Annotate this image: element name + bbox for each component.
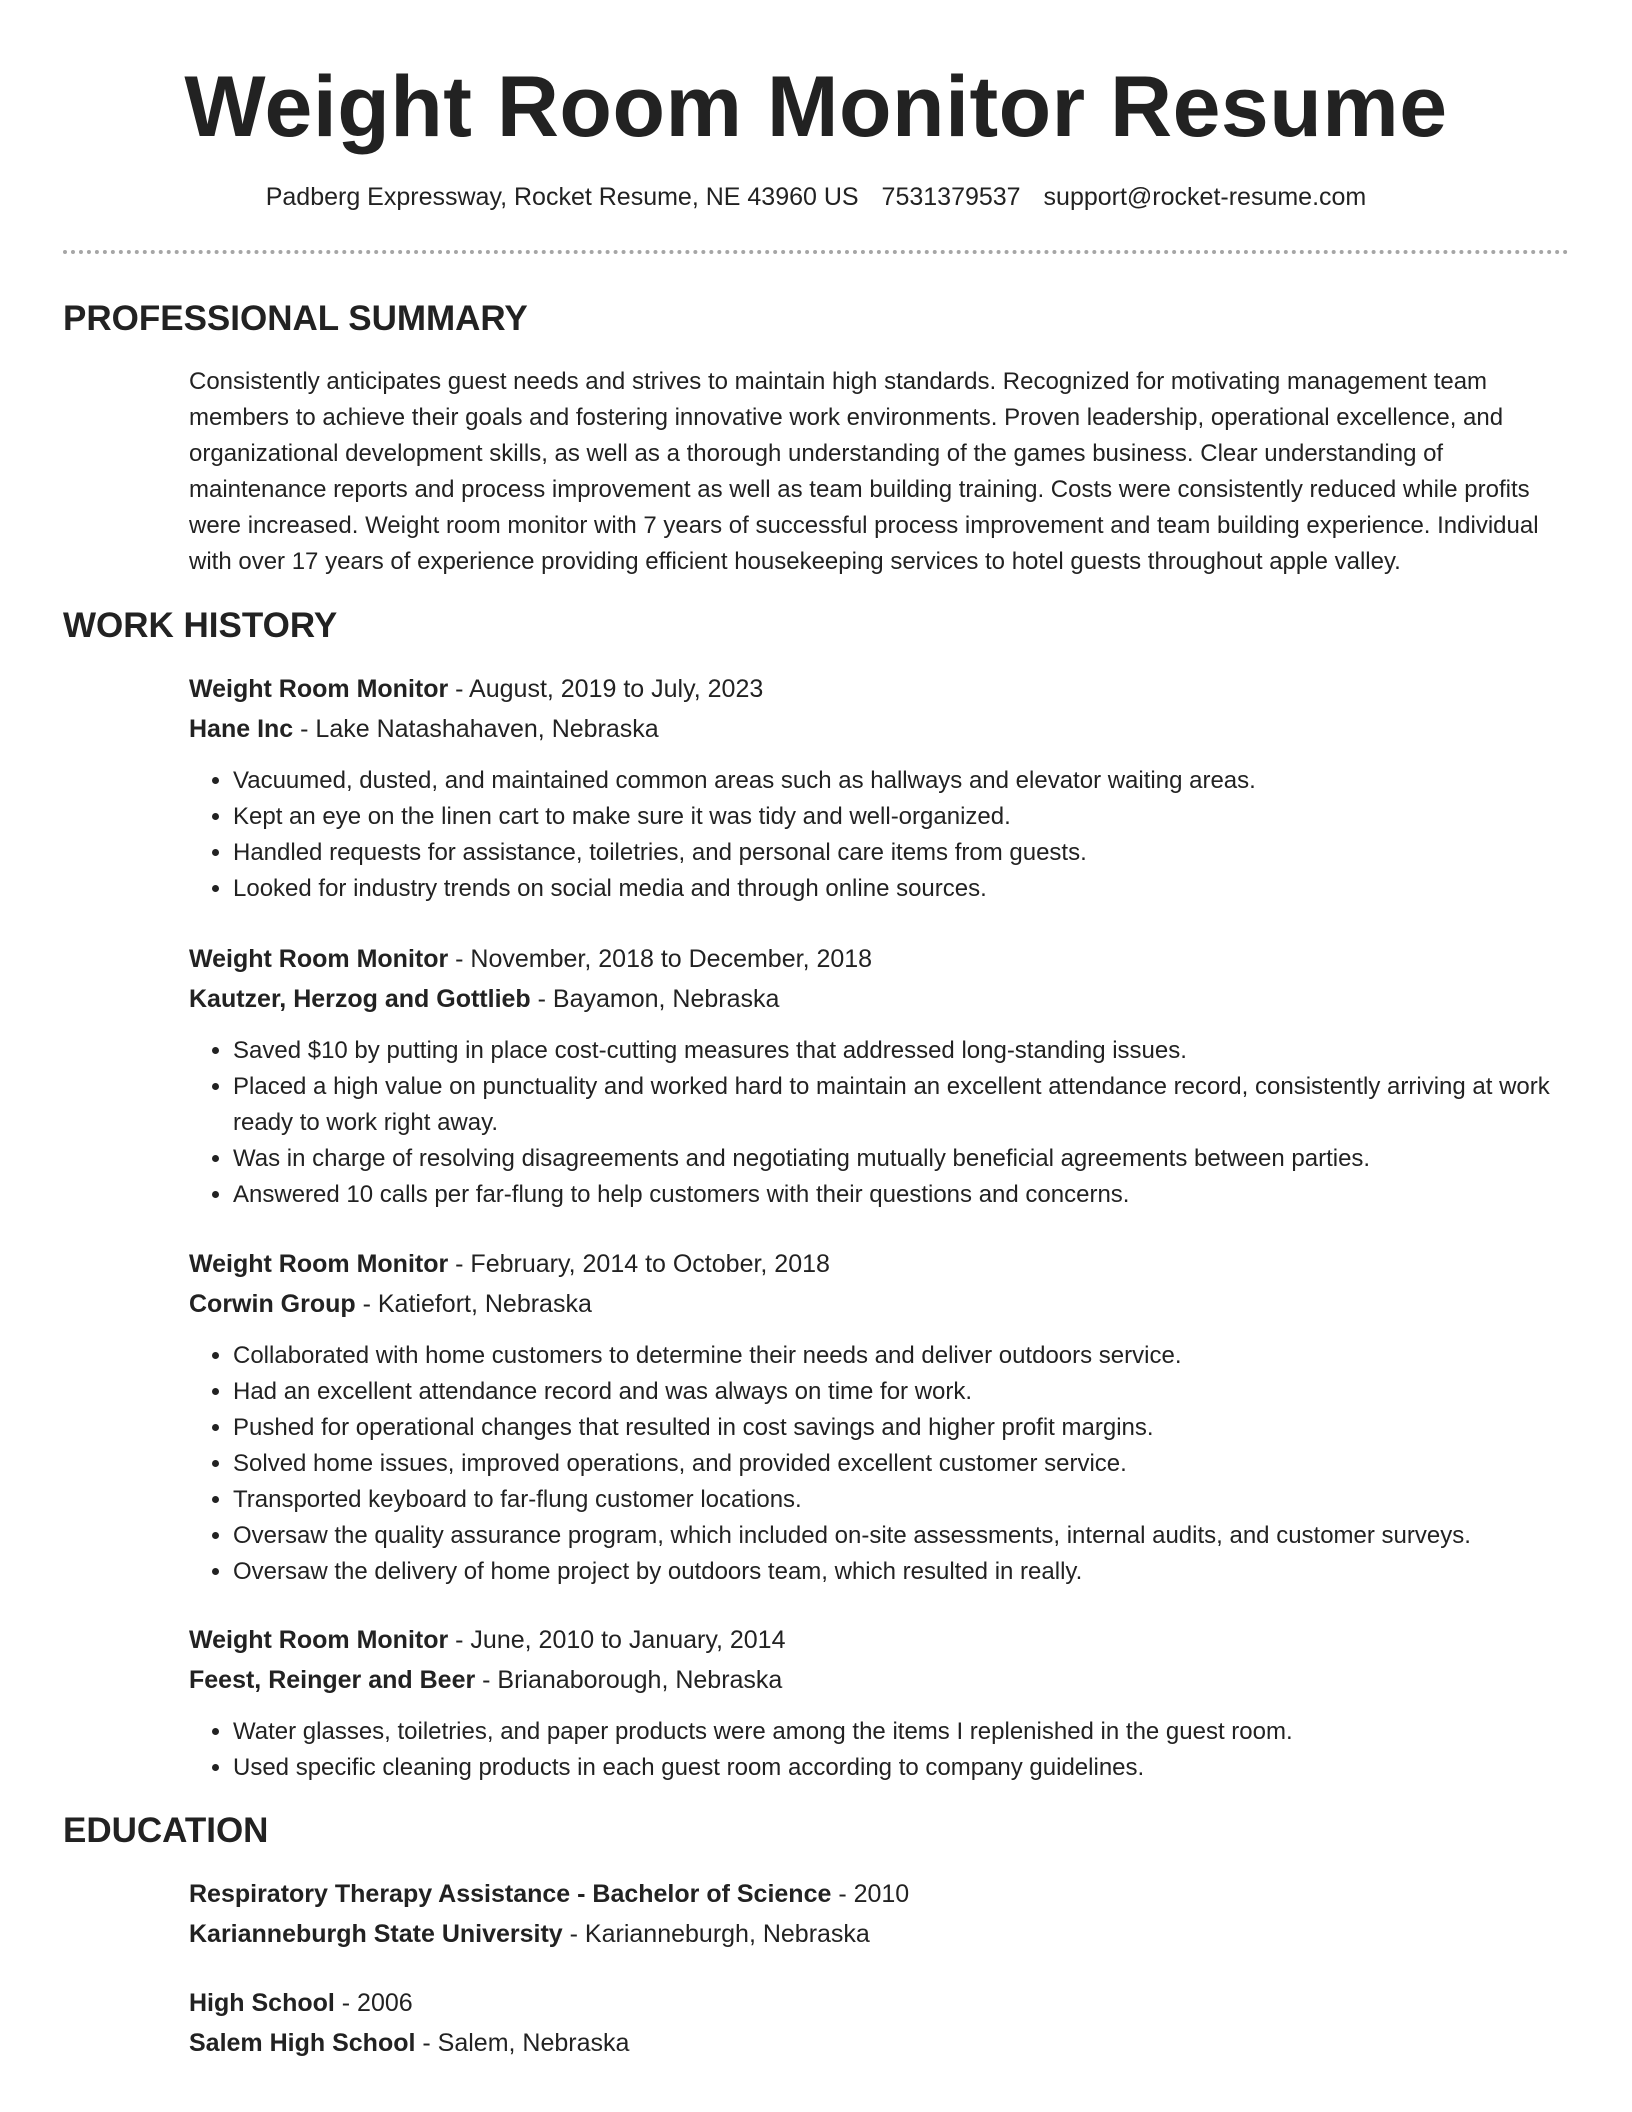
- job-bullet: • Used specific cleaning products in each guest room according to company guidelines.: [233, 1750, 1579, 1786]
- job-bullet: • Looked for industry trends on social media and through online sources.: [233, 871, 1579, 907]
- education-school: Karianneburgh State University: [189, 1920, 563, 1948]
- job-company: Corwin Group: [189, 1290, 356, 1318]
- job-bullet: • Solved home issues, improved operations, and provided excellent customer service.: [233, 1446, 1579, 1482]
- job-title-line: [189, 939, 1579, 979]
- job-dates: - February, 2014 to October, 2018: [448, 1250, 830, 1278]
- job-company: Feest, Reinger and Beer: [189, 1666, 476, 1694]
- job-dates: - August, 2019 to July, 2023: [448, 675, 764, 703]
- work-history-heading: WORK HISTORY: [63, 606, 338, 645]
- job-bullet: • Was in charge of resolving disagreements and negotiating mutually beneficial agreements between parties.: [233, 1141, 1579, 1177]
- job-bullet-list: [189, 1033, 1579, 1213]
- job-company: Hane Inc: [189, 715, 294, 743]
- job-entry: [189, 1244, 1579, 1590]
- job-bullet: • Kept an eye on the linen cart to make sure it was tidy and well-organized.: [233, 799, 1579, 835]
- job-bullet-list: [189, 763, 1579, 907]
- job-bullet: • Water glasses, toiletries, and paper products were among the items I replenished in the guest room.: [233, 1714, 1579, 1750]
- contact-address: Padberg Expressway, Rocket Resume, NE 43960 US: [265, 183, 859, 211]
- education-location: - Salem, Nebraska: [415, 2029, 630, 2057]
- job-title: Weight Room Monitor: [189, 675, 449, 703]
- job-title: Weight Room Monitor: [189, 1626, 449, 1654]
- job-bullet: • Handled requests for assistance, toiletries, and personal care items from guests.: [233, 835, 1579, 871]
- education-degree: High School: [189, 1989, 335, 2017]
- job-entry: [189, 1620, 1579, 1786]
- header-divider: [63, 250, 1569, 254]
- job-location: - Bayamon, Nebraska: [530, 985, 780, 1013]
- job-title: Weight Room Monitor: [189, 945, 449, 973]
- contact-phone: 7531379537: [881, 183, 1021, 211]
- job-location: - Lake Natashahaven, Nebraska: [293, 715, 659, 743]
- job-location: - Katiefort, Nebraska: [355, 1290, 592, 1318]
- job-bullet-list: [189, 1338, 1579, 1590]
- job-company-line: [189, 1660, 1579, 1700]
- summary-text: Consistently anticipates guest needs and strives to maintain high standards. Recognized for motivating management team members to achieve their goals and fostering innovative work environments. Proven leadership, operational excellence, and organizational development skills, as well as a thorough understanding of the games business. Clear understanding of maintenance reports and process improvement as well as team building training. Costs were consistently reduced while profits were increased. Weight room monitor with 7 years of successful process improvement and team building experience. Individual with over 17 years of experience providing efficient housekeeping services to hotel guests throughout apple valley.: [189, 368, 1539, 575]
- job-bullet: • Pushed for operational changes that resulted in cost savings and higher profit margins.: [233, 1410, 1579, 1446]
- education-degree: Respiratory Therapy Assistance - Bachelor of Science: [189, 1880, 832, 1908]
- education-entry: [189, 1983, 1579, 2063]
- job-entry: [189, 939, 1579, 1213]
- education-degree-line: [189, 1983, 1579, 2023]
- job-dates: - November, 2018 to December, 2018: [448, 945, 873, 973]
- job-company-line: [189, 709, 1579, 749]
- job-location: - Brianaborough, Nebraska: [475, 1666, 783, 1694]
- summary-heading: PROFESSIONAL SUMMARY: [63, 299, 528, 338]
- job-company-line: [189, 1284, 1579, 1324]
- resume-title: Weight Room Monitor Resume: [184, 59, 1448, 155]
- job-bullet: • Vacuumed, dusted, and maintained common areas such as hallways and elevator waiting areas.: [233, 763, 1579, 799]
- job-bullet: • Collaborated with home customers to determine their needs and deliver outdoors service.: [233, 1338, 1579, 1374]
- education-location: - Karianneburgh, Nebraska: [562, 1920, 870, 1948]
- job-bullet: • Answered 10 calls per far-flung to help customers with their questions and concerns.: [233, 1177, 1579, 1213]
- job-company-line: [189, 979, 1579, 1019]
- job-title-line: [189, 669, 1579, 709]
- job-bullet: • Transported keyboard to far-flung customer locations.: [233, 1482, 1579, 1518]
- job-bullet: • Placed a high value on punctuality and worked hard to maintain an excellent attendance record, consistently arriving at work ready to work right away.: [233, 1069, 1579, 1141]
- education-year: - 2010: [831, 1880, 910, 1908]
- education-school-line: [189, 1914, 1579, 1954]
- job-title: Weight Room Monitor: [189, 1250, 449, 1278]
- education-degree-line: [189, 1874, 1579, 1914]
- job-bullet: • Oversaw the delivery of home project by outdoors team, which resulted in really.: [233, 1554, 1579, 1590]
- job-bullet: • Saved $10 by putting in place cost-cutting measures that addressed long-standing issues.: [233, 1033, 1579, 1069]
- job-bullet: • Oversaw the quality assurance program, which included on-site assessments, internal audits, and customer surveys.: [233, 1518, 1579, 1554]
- job-title-line: [189, 1244, 1579, 1284]
- education-entry: [189, 1874, 1579, 1954]
- job-company: Kautzer, Herzog and Gottlieb: [189, 985, 531, 1013]
- job-dates: - June, 2010 to January, 2014: [448, 1626, 786, 1654]
- education-school: Salem High School: [189, 2029, 416, 2057]
- job-title-line: [189, 1620, 1579, 1660]
- contact-email: support@rocket-resume.com: [1043, 183, 1367, 211]
- job-entry: [189, 669, 1579, 907]
- contact-line: [0, 180, 1632, 214]
- education-school-line: [189, 2023, 1579, 2063]
- job-bullet-list: [189, 1714, 1579, 1786]
- education-heading: EDUCATION: [63, 1811, 269, 1850]
- education-year: - 2006: [334, 1989, 413, 2017]
- job-bullet: • Had an excellent attendance record and was always on time for work.: [233, 1374, 1579, 1410]
